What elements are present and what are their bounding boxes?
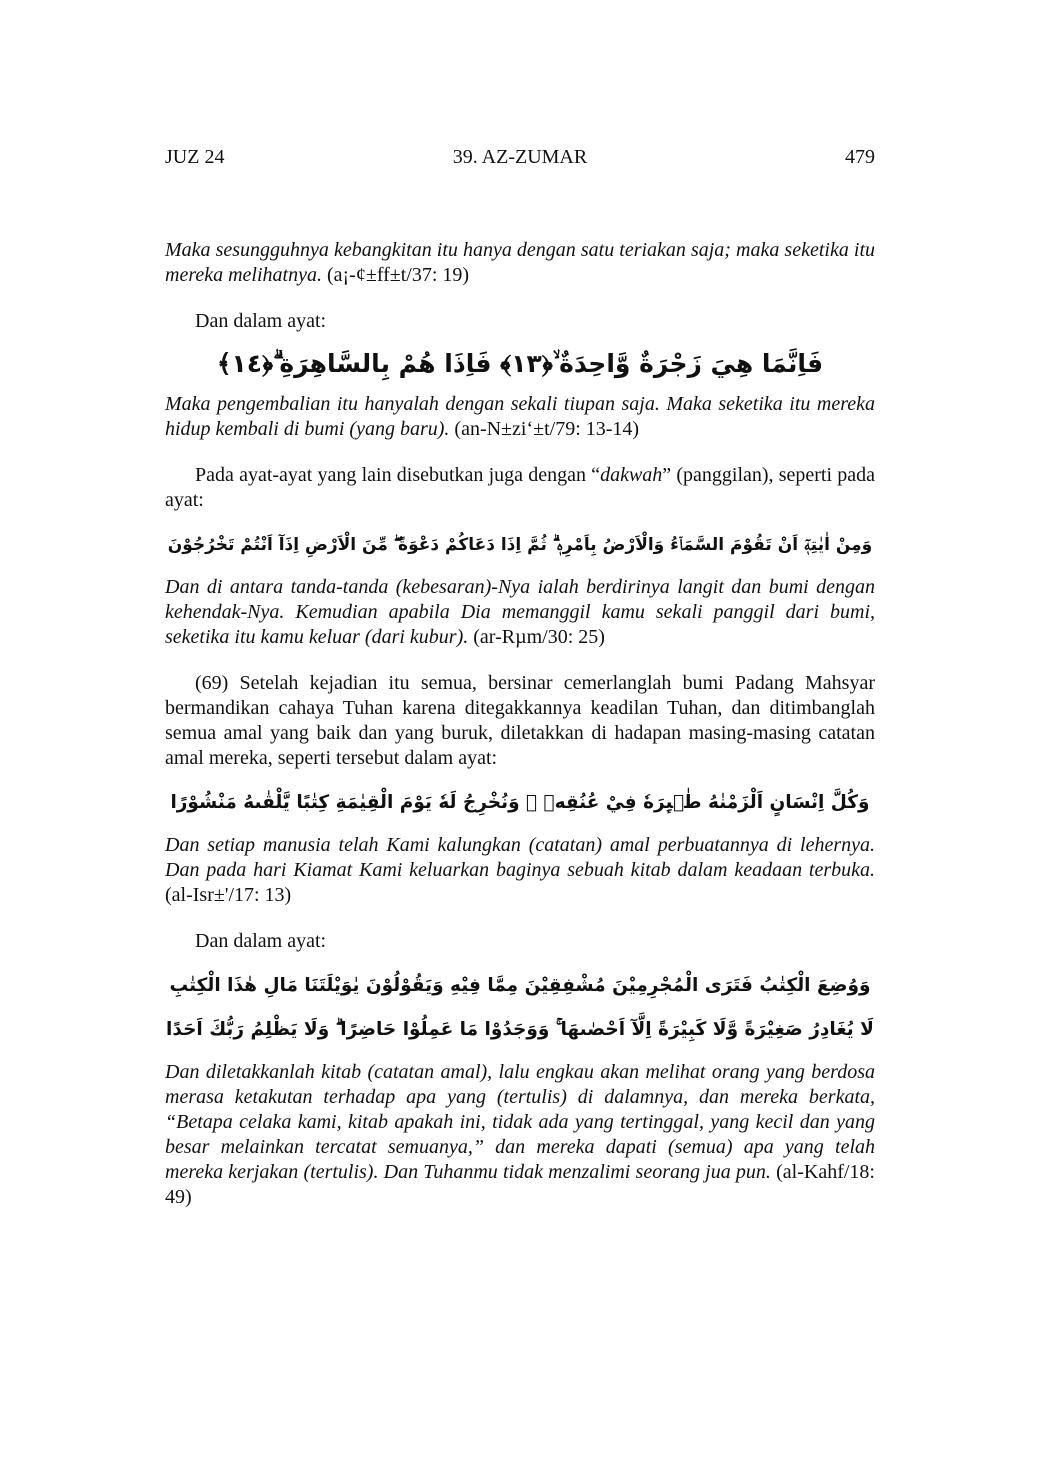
translation-text: Dan di antara tanda-tanda (kebesaran)-Nya ialah berdirinya langit dan bumi dengan kehendak-Nya. Kemudian apabila Dia memanggil kamu sekali panggil dari bumi, seketika itu kamu keluar (dari kubur). — [165, 576, 875, 648]
verse-reference: (an-N±zi‘±t/79: 13-14) — [454, 418, 640, 440]
translation-text: Maka pengembalian itu hanyalah dengan sekali tiupan saja. Maka seketika itu mereka hidup kembali di bumi (yang baru). — [165, 393, 875, 440]
juz-label: JUZ 24 — [165, 146, 225, 168]
arabic-verse-line-1: وَوُضِعَ الْكِتٰبُ فَتَرَى الْمُجْرِمِيْنَ مُشْفِقِيْنَ مِمَّا فِيْهِ وَيَقُوْلُوْنَ يٰوَيْلَتَنَا مَالِ هٰذَا الْكِتٰبِ — [169, 975, 871, 996]
intro-text: Dan dalam ayat: — [195, 310, 327, 332]
translation-paragraph — [165, 392, 875, 442]
arabic-verse: فَاِنَّمَا هِيَ زَجْرَةٌ وَّاحِدَةٌ ۙ﴿١٣﴾ فَاِذَا هُمْ بِالسَّاهِرَةِ ۗ﴿١٤﴾ — [216, 349, 824, 378]
verse-reference: (a¡-¢±ff±t/37: 19) — [326, 264, 470, 286]
intro-text: Dan dalam ayat: — [195, 930, 327, 952]
body-text: ” (panggilan), seperti pada ayat: — [165, 464, 875, 511]
arabic-verse: وَمِنْ اٰيٰتِهٖٓ اَنْ تَقُوْمَ السَّمَاۤءُ وَالْاَرْضُ بِاَمْرِهٖ ۗ ثُمَّ اِذَا دَعَاكُمْ دَعْوَةً ۖ مِّنَ الْاَرْضِ اِذَآ اَنْتُمْ تَخْرُجُوْنَ — [167, 535, 873, 555]
running-header — [165, 146, 875, 182]
verse-reference: (al-Kahf/18: 49) — [165, 1161, 875, 1208]
page — [165, 140, 875, 1210]
body-paragraph — [165, 463, 875, 513]
body-text: Pada ayat-ayat yang lain disebutkan juga dengan “ — [195, 464, 601, 486]
verse-reference: (al-Isr±'/17: 13) — [165, 884, 292, 906]
translation-paragraph — [165, 1060, 875, 1210]
body-paragraph: (69) Setelah kejadian itu semua, bersinar cemerlanglah bumi Padang Mahsyar bermandikan cahaya Tuhan karena ditegakkannya keadilan Tuhan, dan ditimbanglah semua amal yang baik dan yang buruk, diletakkan di hadapan masing-masing catatan amal mereka, seperti tersebut dalam ayat: — [165, 672, 875, 769]
translation-text: Maka sesungguhnya kebangkitan itu hanya dengan satu teriakan saja; maka seketika itu mereka melihatnya. — [165, 239, 875, 286]
translation-paragraph — [165, 238, 875, 288]
arabic-verse: وَكُلَّ اِنْسَانٍ اَلْزَمْنٰهُ طٰۤىِٕرَهٗ فِيْ عُنُقِهٖ ۗ وَنُخْرِجُ لَهٗ يَوْمَ الْقِيٰمَةِ كِتٰبًا يَّلْقٰىهُ مَنْشُوْرًا — [170, 792, 870, 813]
arabic-verse-line-2: لَا يُغَادِرُ صَغِيْرَةً وَّلَا كَبِيْرَةً اِلَّآ اَحْصٰىهَا ۚ وَوَجَدُوْا مَا عَمِلُوْا حَاضِرًا ۗ وَلَا يَظْلِمُ رَبُّكَ اَحَدًا — [166, 1019, 874, 1040]
translation-paragraph — [165, 575, 875, 650]
page-number: 479 — [845, 146, 875, 168]
emphasis-term: dakwah — [600, 464, 663, 486]
verse-reference: (ar-Rµm/30: 25) — [473, 626, 605, 648]
translation-text: Dan setiap manusia telah Kami kalungkan (catatan) amal perbuatannya di lehernya. Dan pada hari Kiamat Kami keluarkan baginya sebuah kitab dalam keadaan terbuka. — [165, 834, 875, 881]
surah-title: 39. AZ-ZUMAR — [452, 146, 588, 168]
translation-text: Dan diletakkanlah kitab (catatan amal), lalu engkau akan melihat orang yang berdosa merasa ketakutan terhadap apa yang (tertulis) di dalamnya, dan mereka berkata, “Betapa celaka kami, kitab apakah ini, tidak ada yang tertinggal, yang kecil dan yang besar melainkan tercatat semuanya,” dan mereka dapati (semua) apa yang telah mereka kerjakan (tertulis). Dan Tuhanmu tidak menzalimi seorang jua pun. — [165, 1061, 875, 1183]
translation-paragraph — [165, 833, 875, 908]
